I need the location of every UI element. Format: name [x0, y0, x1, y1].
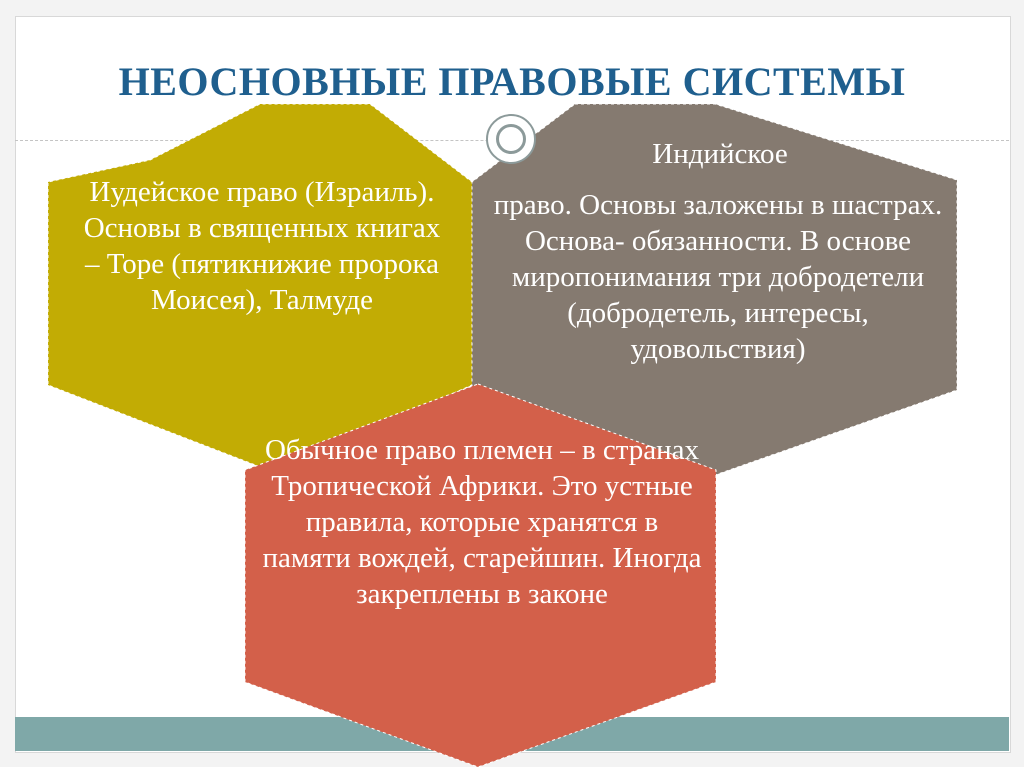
ring-ornament-icon [486, 114, 536, 164]
slide-title: НЕОСНОВНЫЕ ПРАВОВЫЕ СИСТЕМЫ [118, 59, 906, 104]
ring-ornament-inner [496, 124, 526, 154]
customary-law-text: Обычное право племен – в странах Тропической Африки. Это устные правила, которые хранятся в памяти вождей, старейшин. Иногда закреплены в законе [262, 434, 702, 610]
judaic-law-text: Иудейское право (Израиль). Основы в священных книгах – Торе (пятикнижие пророка Моисея), Талмуде [83, 176, 441, 316]
indian-law-text: право. Основы заложены в шастрах. Основа- обязанности. В основе миропонимания три добродетели (добродетель, интересы, удовольствия) [493, 189, 943, 365]
indian-law-heading: Индийское [652, 138, 788, 170]
